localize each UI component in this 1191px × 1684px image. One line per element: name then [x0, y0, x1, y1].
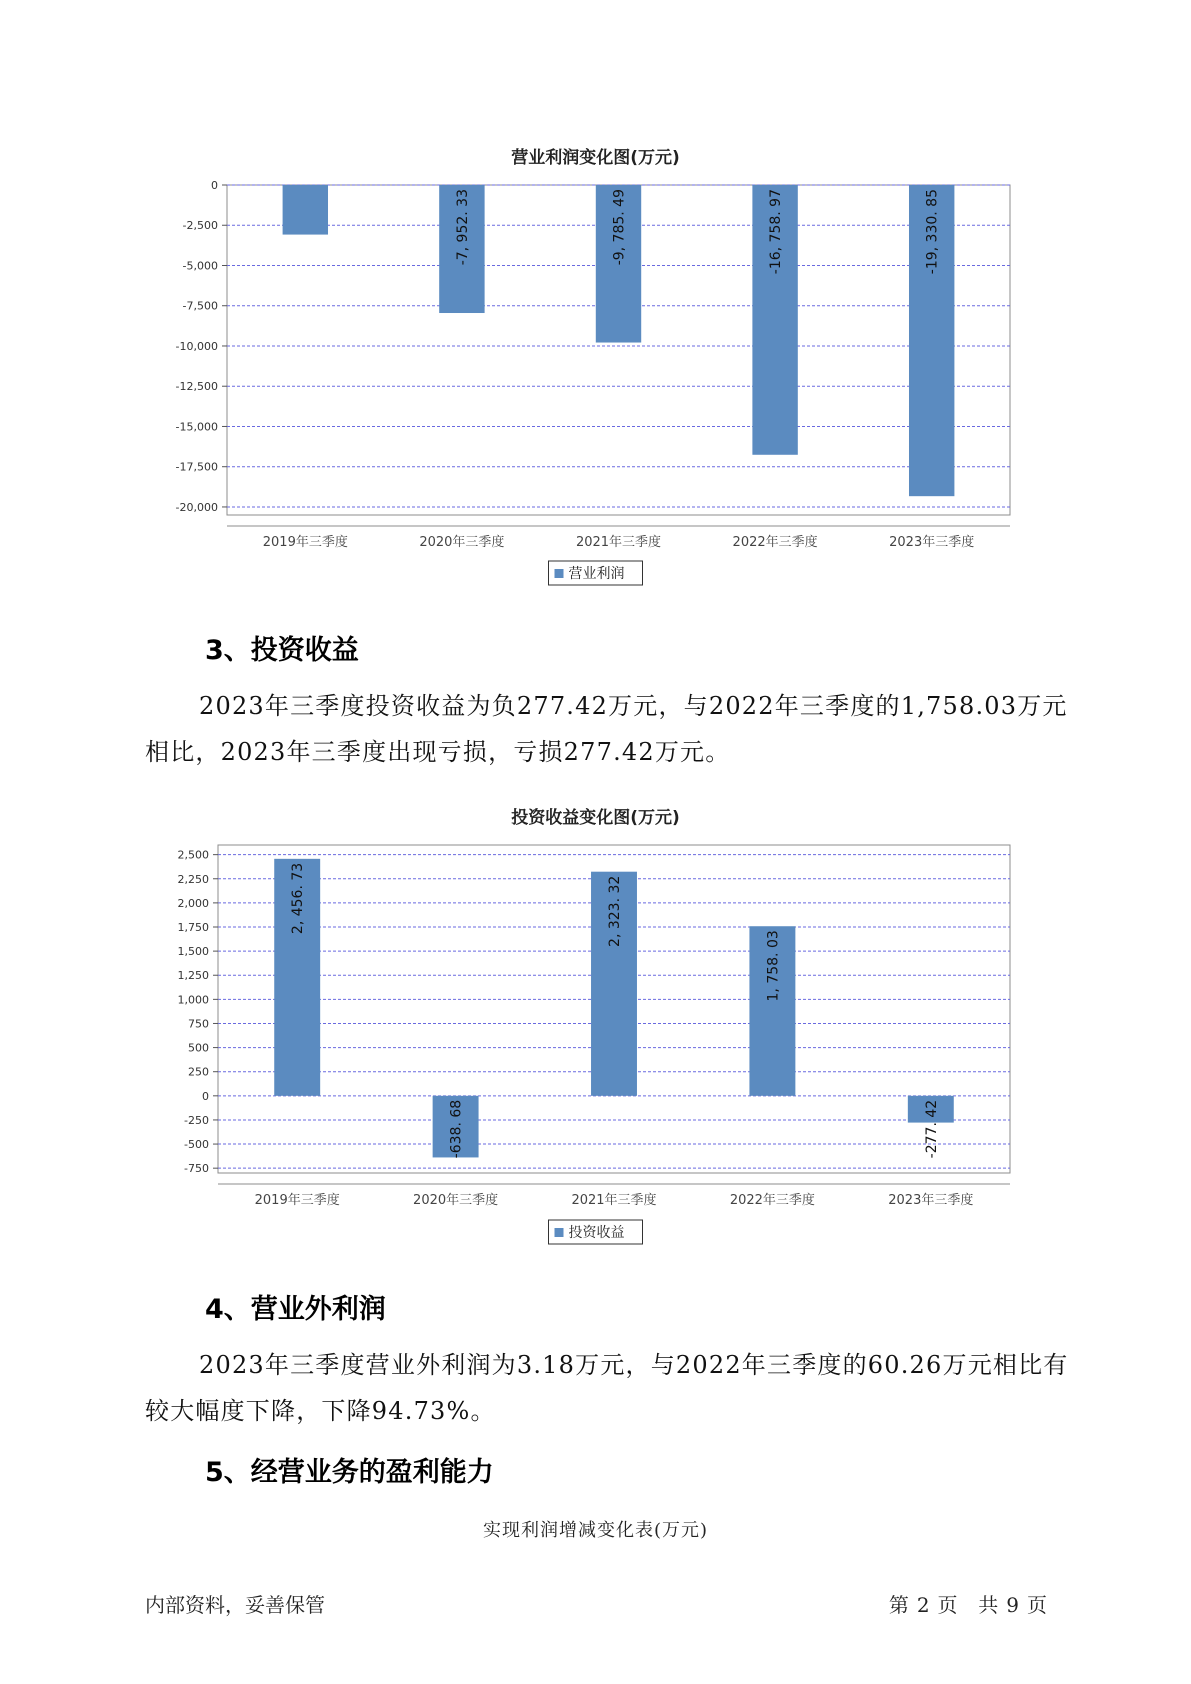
x-tick-label: 2020年三季度 [419, 535, 505, 550]
y-tick-label: -250 [184, 1113, 209, 1127]
paragraph-non-operating-profit-text: 2023年三季度营业外利润为3.18万元，与2022年三季度的60.26万元相比有较大幅度下降，下降94.73%。 [145, 1351, 1069, 1425]
legend-swatch [555, 569, 564, 578]
paragraph-investment-income [145, 683, 1075, 775]
operating-profit-chart [0, 165, 1191, 600]
footer-confidential-note: 内部资料，妥善保管 [145, 1593, 325, 1617]
data-label: 2, 323. 32 [607, 875, 623, 947]
y-tick-label: -17,500 [175, 460, 218, 474]
y-tick-label: 2,500 [177, 848, 209, 862]
footer-page-current: 2 [916, 1593, 930, 1617]
bar [283, 185, 328, 235]
chart-title-operating-profit: 营业利润变化图(万元) [511, 148, 680, 168]
y-tick-label: 0 [211, 179, 218, 192]
data-label: -16, 758. 97 [768, 189, 785, 275]
x-tick-label: 2021年三季度 [571, 1193, 657, 1208]
section-heading-business-profitability: 5、经营业务的盈利能力 [205, 1457, 494, 1488]
x-tick-label: 2023年三季度 [888, 1193, 974, 1208]
x-tick-label: 2021年三季度 [575, 535, 662, 550]
y-tick-label: 1,250 [177, 969, 209, 983]
y-tick-label: -12,500 [175, 380, 218, 394]
y-tick-label: -5,000 [182, 259, 218, 273]
y-tick-label: 250 [188, 1065, 209, 1079]
y-tick-label: -500 [184, 1138, 209, 1152]
footer-page-suffix: 页 [1027, 1593, 1047, 1617]
y-tick-label: -15,000 [175, 420, 218, 434]
data-label: -638. 68 [448, 1099, 465, 1159]
footer-page-prefix: 第 [888, 1593, 909, 1617]
data-label: -277. 42 [923, 1099, 940, 1159]
y-tick-label: 1,500 [177, 945, 209, 959]
y-tick-label: 1,000 [177, 993, 209, 1007]
x-tick-label: 2022年三季度 [729, 1193, 815, 1208]
footer-page-number [885, 1589, 1051, 1618]
y-tick-label: -7,500 [182, 299, 218, 313]
x-tick-label: 2019年三季度 [262, 535, 348, 550]
legend-swatch [555, 1228, 564, 1237]
x-tick-label: 2020年三季度 [413, 1193, 499, 1208]
y-tick-label: 750 [188, 1017, 209, 1031]
data-label: -7, 952. 33 [454, 189, 471, 266]
table-caption: 实现利润增减变化表(万元) [482, 1520, 709, 1541]
legend-label: 投资收益 [568, 1225, 625, 1241]
y-tick-label: 2,000 [177, 896, 209, 910]
y-tick-label: 0 [202, 1089, 209, 1103]
data-label: 1, 758. 03 [765, 930, 782, 1002]
x-tick-label: 2023年三季度 [889, 535, 975, 550]
y-tick-label: 2,250 [177, 872, 209, 886]
y-tick-label: 500 [188, 1041, 209, 1055]
section-heading-investment-income: 3、投资收益 [205, 635, 359, 666]
footer-page-total: 9 [1006, 1593, 1019, 1617]
footer-page-mid: 页 [937, 1593, 958, 1617]
section-heading-non-operating-profit: 4、营业外利润 [205, 1294, 386, 1325]
x-tick-label: 2019年三季度 [254, 1193, 340, 1208]
y-tick-label: 1,750 [177, 921, 209, 934]
data-label: 2, 456. 73 [290, 862, 307, 935]
x-tick-label: 2022年三季度 [732, 535, 818, 550]
data-label: -19, 330. 85 [924, 189, 941, 275]
y-tick-label: -20,000 [175, 500, 218, 514]
footer-page-total-prefix: 共 [978, 1593, 999, 1617]
y-tick-label: -750 [184, 1162, 209, 1176]
y-tick-label: -2,500 [182, 219, 218, 233]
investment-income-chart [0, 825, 1191, 1265]
y-tick-label: -10,000 [175, 339, 218, 353]
data-label: -9, 785. 49 [611, 189, 628, 266]
legend-label: 营业利润 [568, 566, 625, 582]
paragraph-investment-income-text: 2023年三季度投资收益为负277.42万元，与2022年三季度的1,758.03万元相比，2023年三季度出现亏损，亏损277.42万元。 [145, 692, 1068, 766]
chart-title-investment-income: 投资收益变化图(万元) [511, 808, 680, 828]
paragraph-non-operating-profit [145, 1342, 1075, 1434]
